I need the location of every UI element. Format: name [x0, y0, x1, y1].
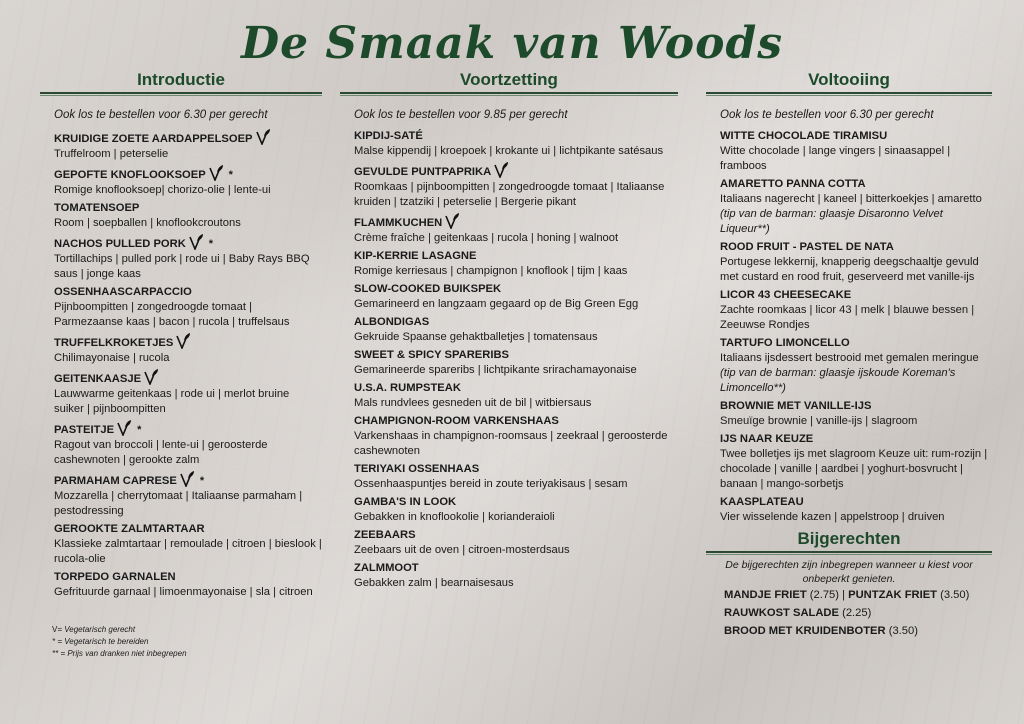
dish-name-text: TARTUFO LIMONCELLO — [720, 337, 850, 349]
dish-description — [54, 438, 322, 468]
legend-veg — [52, 624, 322, 636]
dish-description-text: Varkenshaas in champignon-roomsaus | zeekraal | geroosterde cashewnoten — [354, 430, 668, 457]
vegetarian-icon — [189, 234, 204, 249]
dish-name — [354, 162, 678, 180]
dish-description-text: Gekruide Spaanse gehaktballetjes | tomatensaus — [354, 331, 598, 343]
dish-name-text: BROWNIE MET VANILLE-IJS — [720, 400, 872, 412]
dish-description — [354, 180, 678, 210]
dish-description-text: Mozzarella | cherrytomaat | Italiaanse parmaham | pestodressing — [54, 490, 303, 517]
dish-description-text: Lauwwarme geitenkaas | rode ui | merlot bruine suiker | pijnboompitten — [54, 388, 290, 415]
menu-item — [354, 129, 678, 159]
menu-item — [354, 495, 678, 525]
column-voltooiing — [706, 70, 992, 640]
dish-name — [54, 471, 322, 489]
dish-description-text: Gefrituurde garnaal | limoenmayonaise | sla | citroen — [54, 586, 313, 598]
dish-description-text: Roomkaas | pijnboompitten | zongedroogde tomaat | Italiaanse kruiden | tzatziki | peterselie | Bergerie pikant — [354, 181, 665, 208]
menu-items — [720, 129, 992, 525]
side-dish-name: BROOD MET KRUIDENBOTER — [724, 625, 886, 637]
dish-description — [354, 330, 678, 345]
dish-description — [720, 192, 992, 237]
dish-description-text: Zachte roomkaas | licor 43 | melk | blauwe bessen | Zeeuwse Rondjes — [720, 304, 975, 331]
dish-name-text: OSSENHAASCARPACCIO — [54, 286, 192, 298]
dish-name-text: KRUIDIGE ZOETE AARDAPPELSOEP — [54, 133, 253, 145]
dish-description-text: Gemarineerd en langzaam gegaard op de Big Green Egg — [354, 298, 639, 310]
dish-description — [54, 537, 322, 567]
menu-item — [354, 561, 678, 591]
dish-description — [54, 351, 322, 366]
legend-text: = Vegetarisch gerecht — [57, 625, 136, 634]
menu-item — [720, 399, 992, 429]
dish-description-text: Truffelroom | peterselie — [54, 148, 169, 160]
dish-description — [354, 264, 678, 279]
side-dish-price: (3.50) — [940, 589, 970, 601]
dish-description-text: Gebakken zalm | bearnaisesaus — [354, 577, 514, 589]
dish-description-text: Malse kippendij | kroepoek | krokante ui | lichtpikante satésaus — [354, 145, 664, 157]
menu-item — [54, 471, 322, 519]
dish-name — [54, 369, 322, 387]
menu-item — [720, 432, 992, 492]
dish-description-text: Gebakken in knoflookolie | korianderaioli — [354, 511, 555, 523]
dish-name-text: U.S.A. RUMPSTEAK — [354, 382, 461, 394]
dish-name — [720, 129, 992, 144]
dish-name-text: PARMAHAM CAPRESE — [54, 475, 177, 487]
dish-name-text: PASTEITJE — [54, 424, 115, 436]
dish-name-text: SLOW-COOKED BUIKSPEK — [354, 283, 502, 295]
dish-name — [54, 234, 322, 252]
dish-description — [54, 387, 322, 417]
dish-name-text: KIP-KERRIE LASAGNE — [354, 250, 477, 262]
dish-description-text: Smeuïge brownie | vanille-ijs | slagroom — [720, 415, 918, 427]
dish-description — [354, 576, 678, 591]
dish-description — [54, 489, 322, 519]
vegetarian-icon — [144, 369, 159, 384]
dish-description — [354, 429, 678, 459]
menu-item — [354, 249, 678, 279]
dish-name — [54, 522, 322, 537]
dish-name-text: LICOR 43 CHEESECAKE — [720, 289, 852, 301]
menu-item — [54, 420, 322, 468]
dish-name — [54, 201, 322, 216]
menu-item — [354, 381, 678, 411]
dish-name-text: FLAMMKUCHEN — [354, 217, 443, 229]
dish-name — [54, 333, 322, 351]
dish-name — [354, 129, 678, 144]
menu-item — [720, 240, 992, 285]
dish-name-text: TOMATENSOEP — [54, 202, 140, 214]
dish-description-text: Tortillachips | pulled pork | rode ui | Baby Rays BBQ saus | jonge kaas — [54, 253, 310, 280]
dish-name-text: NACHOS PULLED PORK — [54, 238, 186, 250]
dish-description — [54, 252, 322, 282]
dish-name — [354, 414, 678, 429]
column-voortzetting — [340, 70, 678, 594]
dish-description-text: Ossenhaaspuntjes bereid in zoute teriyakisaus | sesam — [354, 478, 628, 490]
dish-name — [354, 561, 678, 576]
menu-item — [54, 285, 322, 330]
dish-name — [354, 495, 678, 510]
dish-description — [720, 510, 992, 525]
dish-description — [720, 351, 992, 396]
dish-name-text: GEITENKAASJE — [54, 373, 142, 385]
dish-name — [720, 399, 992, 414]
dish-description-text: Room | soepballen | knoflookcroutons — [54, 217, 241, 229]
dish-name-text: AMARETTO PANNA COTTA — [720, 178, 866, 190]
legend-star: * = Vegetarisch te bereiden — [52, 637, 149, 646]
dish-description — [354, 144, 678, 159]
vegetarian-icon — [180, 471, 195, 486]
divider — [40, 92, 322, 96]
dish-description — [720, 255, 992, 285]
dish-name — [720, 495, 992, 510]
barman-tip: (tip van de barman: glaasje ijskoude Koreman's Limoncello**) — [720, 367, 956, 394]
column-heading: Voltooiing — [808, 70, 890, 89]
separator: | — [839, 589, 849, 601]
menu-item — [354, 528, 678, 558]
dish-description — [720, 303, 992, 333]
dish-name — [54, 165, 322, 183]
menu-item — [354, 414, 678, 459]
dish-name — [354, 249, 678, 264]
dish-description — [354, 477, 678, 492]
menu-items — [354, 129, 678, 591]
column-heading: Introductie — [137, 70, 225, 89]
dish-name-text: WITTE CHOCOLADE TIRAMISU — [720, 130, 888, 142]
menu-item — [720, 129, 992, 174]
menu-item — [354, 213, 678, 246]
menu-item — [720, 177, 992, 237]
barman-tip: (tip van de barman: glaasje Disaronno Velvet Liqueur**) — [720, 208, 943, 235]
dish-description-text: Pijnboompitten | zongedroogde tomaat | Parmezaanse kaas | bacon | rucola | truffelsaus — [54, 301, 290, 328]
menu-item — [354, 315, 678, 345]
vegetarian-option-mark: * — [199, 475, 205, 487]
menu-item — [720, 495, 992, 525]
menu-items — [54, 129, 322, 600]
dish-description-text: Vier wisselende kazen | appelstroop | druiven — [720, 511, 945, 523]
dish-name — [720, 288, 992, 303]
dish-name — [720, 336, 992, 351]
dish-name-text: IJS NAAR KEUZE — [720, 433, 814, 445]
menu-item — [354, 282, 678, 312]
divider — [706, 92, 992, 96]
dish-description — [720, 414, 992, 429]
dish-name — [720, 240, 992, 255]
dish-name — [54, 129, 322, 147]
divider — [706, 551, 992, 555]
dish-description — [354, 231, 678, 246]
section-heading: Bijgerechten — [797, 529, 901, 548]
menu-item — [54, 570, 322, 600]
dish-name-text: ROOD FRUIT - PASTEL DE NATA — [720, 241, 894, 253]
menu-item — [720, 336, 992, 396]
menu-item — [720, 288, 992, 333]
dish-description-text: Italiaans ijsdessert bestrooid met gemalen meringue — [720, 352, 979, 364]
dish-name-text: SWEET & SPICY SPARERIBS — [354, 349, 509, 361]
dish-description — [720, 144, 992, 174]
vegetarian-icon — [176, 333, 191, 348]
vegetarian-option-mark: * — [208, 238, 214, 250]
vegetarian-icon — [256, 129, 271, 144]
dish-description — [54, 147, 322, 162]
side-dish-line — [724, 622, 992, 640]
restaurant-title: De Smaak van Woods — [240, 18, 784, 69]
side-dish-line — [724, 604, 992, 622]
dish-name — [354, 528, 678, 543]
menu-item — [354, 162, 678, 210]
dish-description-text: Italiaans nagerecht | kaneel | bitterkoekjes | amaretto — [720, 193, 982, 205]
dish-description-text: Zeebaars uit de oven | citroen-mosterdsaus — [354, 544, 570, 556]
dish-description-text: Ragout van broccoli | lente-ui | geroosterde cashewnoten | gerookte zalm — [54, 439, 268, 466]
side-dish-price: (3.50) — [888, 625, 918, 637]
dish-name — [354, 348, 678, 363]
menu-item — [54, 165, 322, 198]
dish-name-text: GAMBA'S IN LOOK — [354, 496, 457, 508]
side-dish-name: MANDJE FRIET — [724, 589, 807, 601]
column-introductie — [40, 70, 322, 660]
price-note: Ook los te bestellen voor 9.85 per gerecht — [354, 109, 568, 121]
vegetarian-icon: V — [52, 625, 58, 634]
divider — [340, 92, 678, 96]
dish-name — [54, 570, 322, 585]
side-dish-name: RAUWKOST SALADE — [724, 607, 839, 619]
legend-double-star: ** = Prijs van dranken niet inbegrepen — [52, 649, 187, 658]
dish-name-text: GEROOKTE ZALMTARTAAR — [54, 523, 205, 535]
dish-name — [354, 282, 678, 297]
dish-name-text: TORPEDO GARNALEN — [54, 571, 176, 583]
dish-name-text: TERIYAKI OSSENHAAS — [354, 463, 480, 475]
dish-description — [354, 510, 678, 525]
dish-name — [354, 315, 678, 330]
dish-name — [354, 213, 678, 231]
dish-description — [720, 447, 992, 492]
side-dish-price: (2.75) — [809, 589, 840, 601]
menu-item — [54, 369, 322, 417]
dish-description — [354, 297, 678, 312]
dish-name-text: CHAMPIGNON-ROOM VARKENSHAAS — [354, 415, 559, 427]
column-heading: Voortzetting — [460, 70, 558, 89]
price-note: Ook los te bestellen voor 6.30 per gerecht — [54, 109, 268, 121]
vegetarian-icon — [117, 420, 132, 435]
dish-description-text: Klassieke zalmtartaar | remoulade | citroen | bieslook | rucola-olie — [54, 538, 322, 565]
dish-description — [54, 585, 322, 600]
price-note: Ook los te bestellen voor 6.30 per gerecht — [720, 109, 934, 121]
side-dish-price: (2.25) — [842, 607, 872, 619]
dish-description — [354, 363, 678, 378]
dish-description — [54, 216, 322, 231]
dish-description — [354, 543, 678, 558]
dish-name — [54, 285, 322, 300]
dish-description-text: Romige kerriesaus | champignon | knoflook | tijm | kaas — [354, 265, 628, 277]
menu-item — [354, 348, 678, 378]
side-dish-name: PUNTZAK FRIET — [848, 589, 938, 601]
dish-description-text: Portugese lekkernij, knapperig deegschaaltje gevuld met custard en rood fruit, geserveerd met vanille-ijs — [720, 256, 979, 283]
dish-name — [354, 462, 678, 477]
dish-description-text: Crème fraîche | geitenkaas | rucola | honing | walnoot — [354, 232, 619, 244]
dish-name-text: KIPDIJ-SATÉ — [354, 130, 423, 142]
dish-description-text: Mals rundvlees gesneden uit de bil | witbiersaus — [354, 397, 592, 409]
menu-item — [54, 522, 322, 567]
dish-description-text: Witte chocolade | lange vingers | sinaasappel | framboos — [720, 145, 951, 172]
dish-name-text: GEPOFTE KNOFLOOKSOEP — [54, 169, 206, 181]
dish-name — [720, 177, 992, 192]
dish-name — [354, 381, 678, 396]
dish-description — [54, 300, 322, 330]
dish-name-text: GEVULDE PUNTPAPRIKA — [354, 166, 492, 178]
dish-description-text: Chilimayonaise | rucola — [54, 352, 170, 364]
dish-name — [720, 432, 992, 447]
vegetarian-icon — [445, 213, 460, 228]
menu-item — [54, 234, 322, 282]
dish-name — [54, 420, 322, 438]
dish-description — [54, 183, 322, 198]
dish-description — [354, 396, 678, 411]
vegetarian-icon — [494, 162, 509, 177]
dish-name-text: ZEEBAARS — [354, 529, 416, 541]
dish-name-text: ALBONDIGAS — [354, 316, 430, 328]
dish-name-text: TRUFFELKROKETJES — [54, 337, 174, 349]
vegetarian-option-mark: * — [228, 169, 233, 181]
bijgerechten-section — [706, 529, 992, 640]
vegetarian-icon — [209, 165, 224, 180]
menu-item — [54, 129, 322, 162]
menu-item — [54, 333, 322, 366]
menu-item — [54, 201, 322, 231]
dish-description-text: Romige knoflooksoep| chorizo-olie | lente-ui — [54, 184, 271, 196]
section-note: De bijgerechten zijn inbegrepen wanneer u kiest voor onbeperkt genieten. — [725, 559, 973, 585]
legend — [52, 624, 322, 660]
dish-name-text: ZALMMOOT — [354, 562, 419, 574]
dish-description-text: Twee bolletjes ijs met slagroom Keuze uit: rum-rozijn | chocolade | vanille | aardbei | yoghurt-bosvrucht | banaan | mango-sorbetjs — [720, 448, 988, 490]
menu-item — [354, 462, 678, 492]
dish-name-text: KAASPLATEAU — [720, 496, 804, 508]
side-dish-line — [724, 586, 992, 604]
vegetarian-option-mark: * — [137, 424, 142, 436]
dish-description-text: Gemarineerde spareribs | lichtpikante srirachamayonaise — [354, 364, 637, 376]
